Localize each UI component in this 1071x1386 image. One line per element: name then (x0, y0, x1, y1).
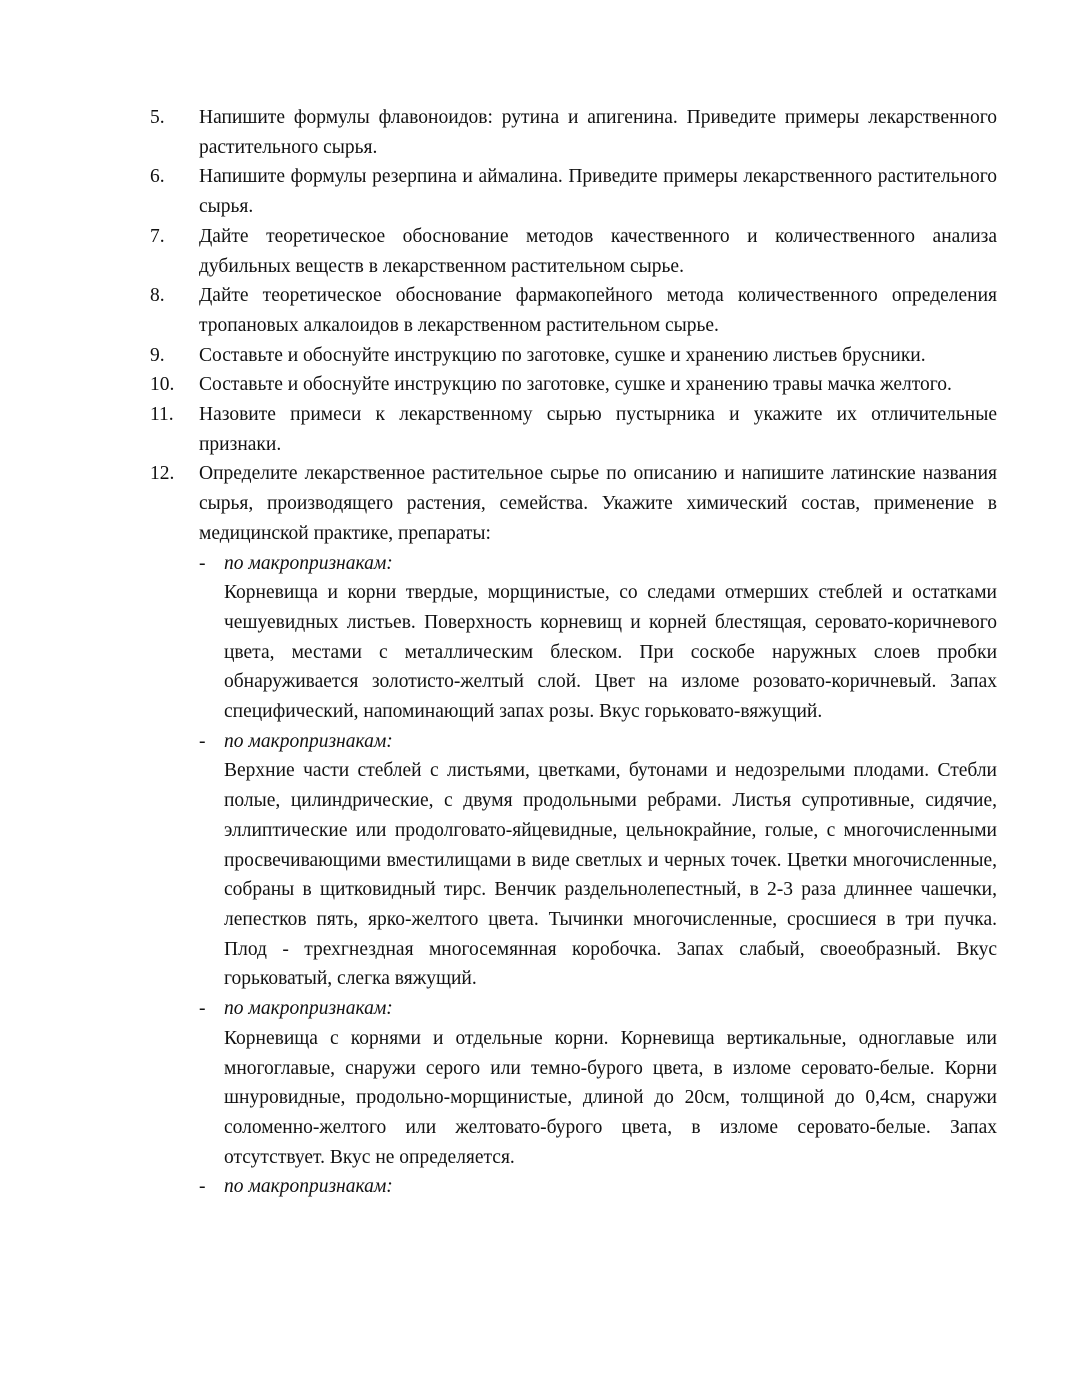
question-text: Определите лекарственное растительное сырье по описанию и напишите латинские названия сырья, производящего растения, семейства. Укажите химический состав, применение в медицинской практике, препараты: (199, 463, 997, 544)
question-text: Составьте и обоснуйте инструкцию по заготовке, сушке и хранению листьев брусники. (199, 344, 926, 366)
question-item (150, 400, 997, 459)
question-item (150, 162, 997, 221)
bullet-dash: - (199, 1176, 206, 1198)
question-item (150, 222, 997, 281)
question-number: 10. (150, 374, 175, 396)
question-number: 5. (150, 107, 165, 128)
identification-tasks (199, 549, 997, 1202)
task-title: по макропризнакам: (224, 730, 393, 752)
task-title: по макропризнакам: (224, 552, 393, 574)
task-heading (199, 994, 997, 1024)
question-number: 11. (150, 404, 174, 426)
task-description: Корневища и корни твердые, морщинистые, со следами отмерших стеблей и остатками чешуевидных листьев. Поверхность корневищ и корней блестящая, серовато-коричневого цвета, местами с металлическим блеском. При соскобе наружных слоев пробки обнаруживается золотисто-желтый слой. Цвет на изломе розовато-коричневый. Запах специфический, напоминающий запах розы. Вкус горьковато-вяжущий. (224, 582, 997, 723)
question-number: 12. (150, 463, 175, 485)
task-heading (199, 1172, 997, 1202)
task-heading (199, 549, 997, 579)
task-description: Корневища с корнями и отдельные корни. Корневища вертикальные, одноглавые или многоглавые, снаружи серого или темно-бурого цвета, в изломе серовато-белые. Корни шнуровидные, продольно-морщинистые, длиной до 20см, толщиной до 0,4см, снаружи соломенно-желтого или желтовато-бурого цвета, в изломе серовато-белые. Запах отсутствует. Вкус не определяется. (224, 1027, 997, 1168)
question-item (150, 281, 997, 340)
question-number: 7. (150, 225, 165, 247)
question-item (150, 370, 997, 400)
bullet-dash: - (199, 730, 206, 752)
question-text: Дайте теоретическое обоснование методов качественного и количественного анализа дубильных веществ в лекарственном растительном сырье. (199, 225, 997, 277)
task-title: по макропризнакам: (224, 998, 393, 1020)
question-number: 9. (150, 344, 165, 366)
identification-task (199, 727, 997, 994)
question-text: Дайте теоретическое обоснование фармакопейного метода количественного определения тропановых алкалоидов в лекарственном растительном сырье. (199, 285, 997, 336)
question-number: 6. (150, 166, 165, 188)
question-text: Напишите формулы флавоноидов: рутина и апигенина. Приведите примеры лекарственного растительного сырья. (199, 107, 997, 158)
task-title: по макропризнакам: (224, 1176, 393, 1198)
task-heading (199, 727, 997, 757)
identification-task (199, 549, 997, 727)
bullet-dash: - (199, 998, 206, 1020)
identification-task (199, 1172, 997, 1202)
question-text: Составьте и обоснуйте инструкцию по заготовке, сушке и хранению травы мачка желтого. (199, 374, 952, 396)
question-text: Напишите формулы резерпина и аймалина. Приведите примеры лекарственного растительного сырья. (199, 166, 997, 218)
question-item (150, 341, 997, 371)
question-item (150, 103, 997, 162)
identification-task (199, 994, 997, 1172)
question-text: Назовите примеси к лекарственному сырью пустырника и укажите их отличительные признаки. (199, 404, 997, 455)
question-number: 8. (150, 285, 165, 307)
task-description: Верхние части стеблей с листьями, цветками, бутонами и недозрелыми плодами. Стебли полые, цилиндрические, с двумя продольными ребрами. Листья супротивные, сидячие, эллиптические или продолговато-яйцевидные, цельнокрайние, голые, с многочисленными просвечивающими вместилищами в виде светлых и черных точек. Цветки многочисленные, собраны в щитковидный тирс. Венчик раздельнолепестный, в 2-3 раза длиннее чашечки, лепестков пять, ярко-желтого цвета. Тычинки многочисленные, сросшиеся в три пучка. Плод - трехгнездная многосемянная коробочка. Запах слабый, своеобразный. Вкус горьковатый, слегка вяжущий. (224, 760, 997, 990)
question-list (150, 103, 997, 1202)
question-item (150, 459, 997, 548)
bullet-dash: - (199, 552, 206, 574)
